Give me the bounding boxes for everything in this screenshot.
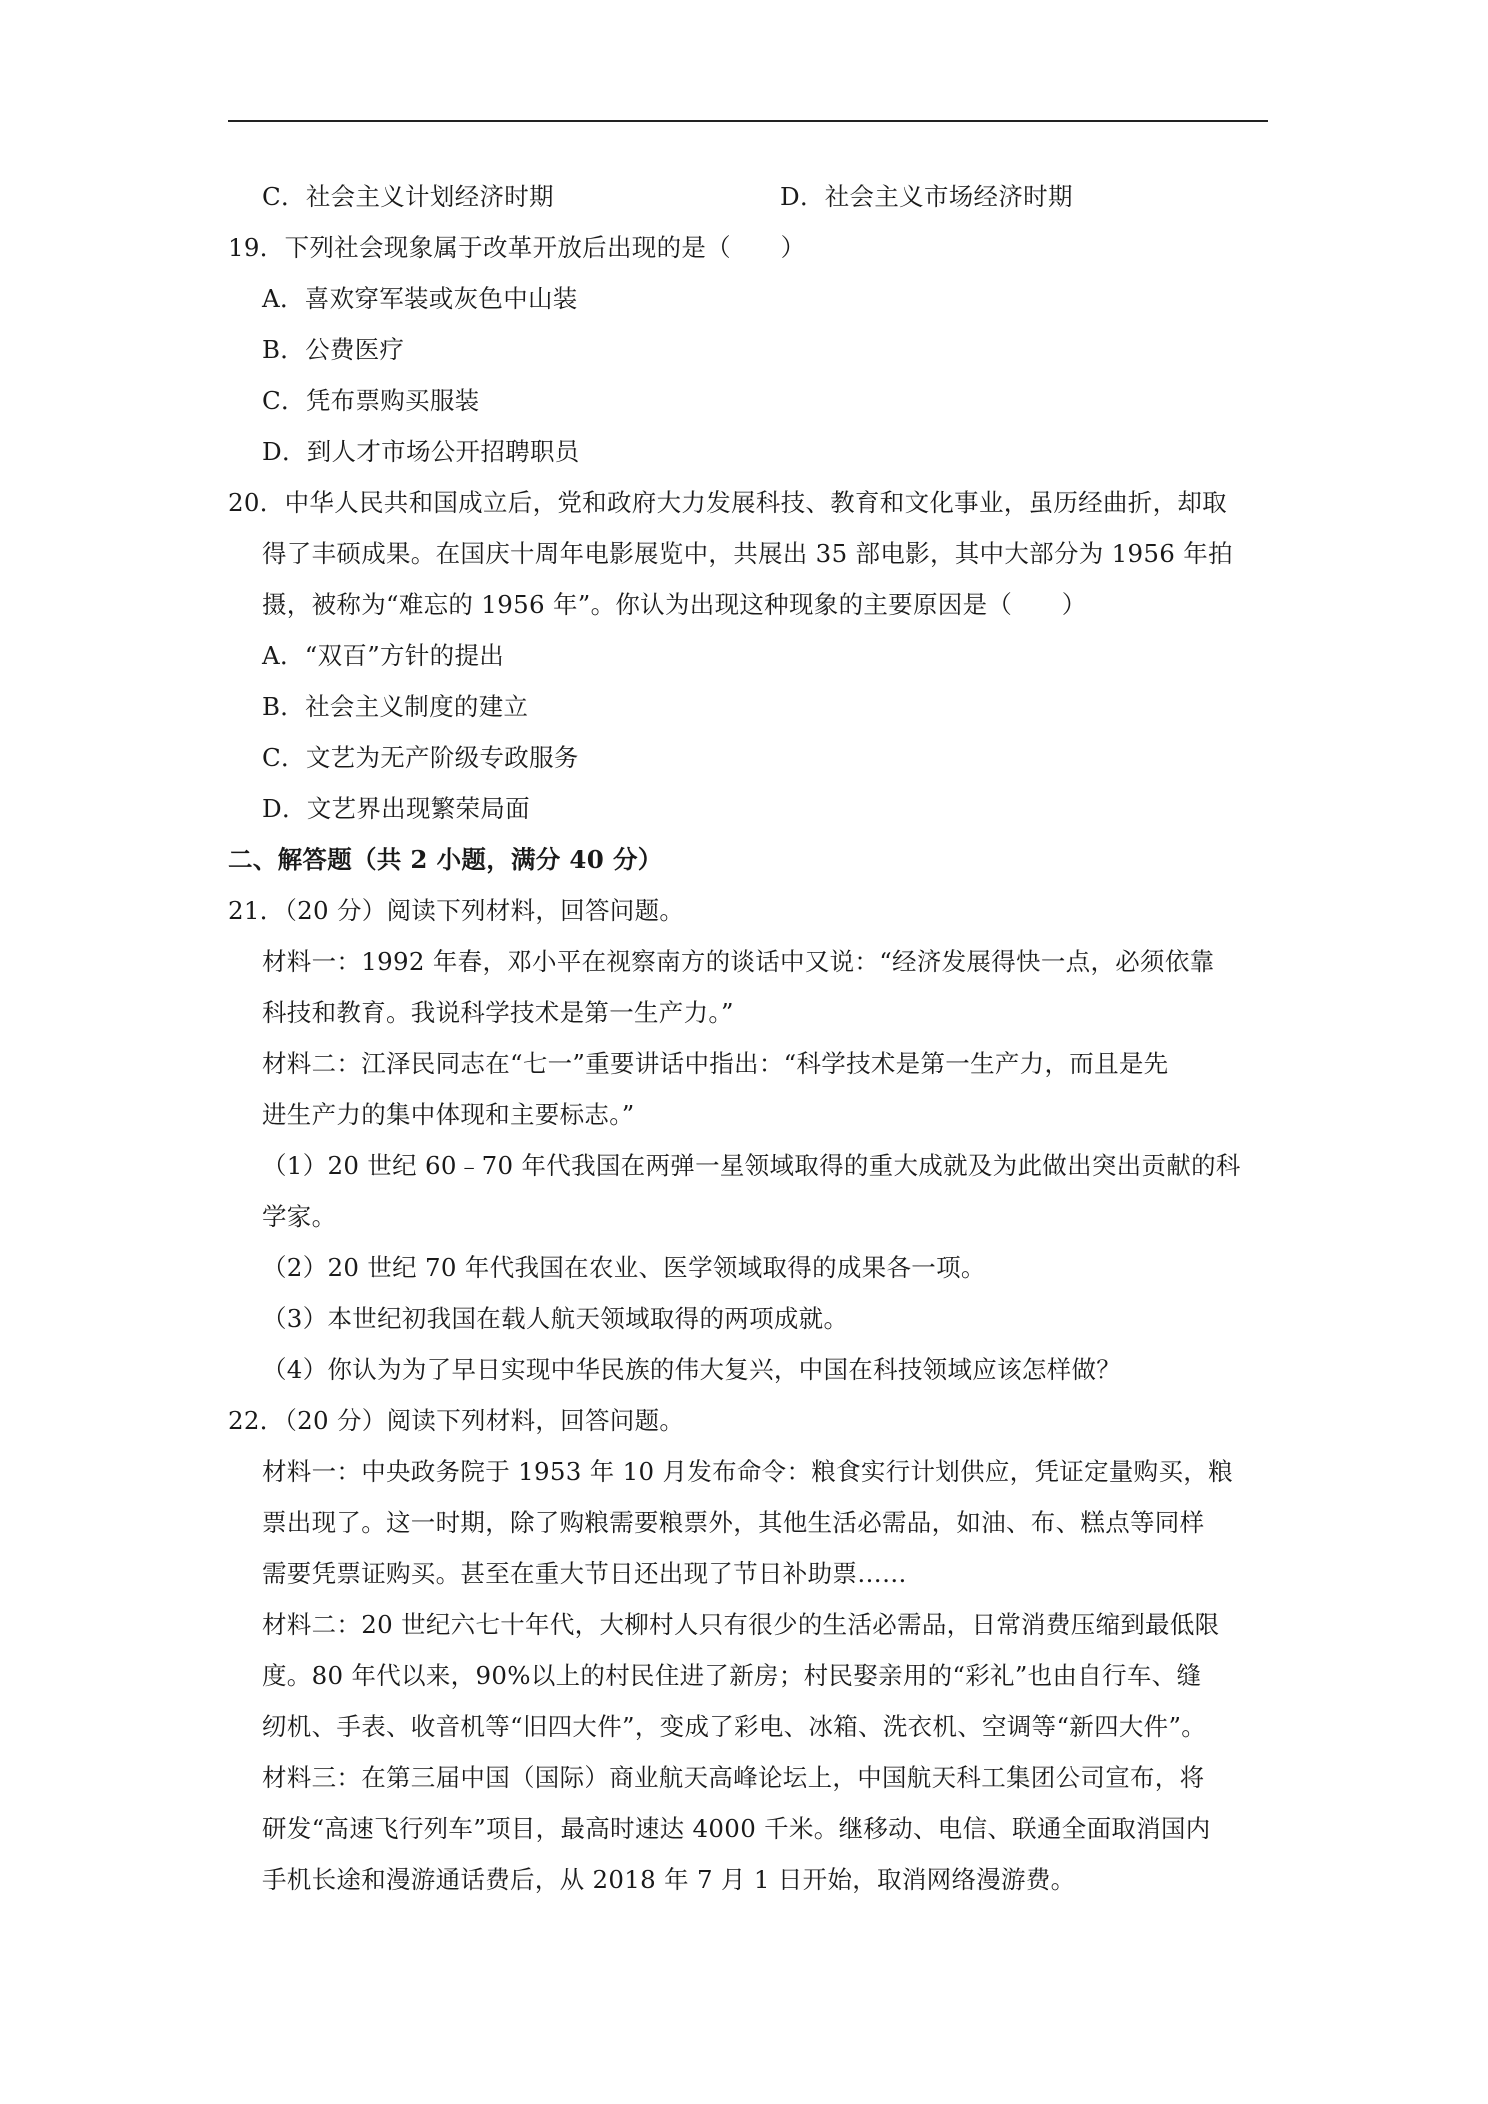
- q21-subquestion: （2）20 世纪 70 年代我国在农业、医学领域取得的成果各一项。: [262, 1253, 986, 1282]
- q19-option-b: B．公费医疗: [262, 335, 405, 364]
- q22-material-line: 需要凭票证购买。甚至在重大节日还出现了节日补助票……: [262, 1559, 907, 1588]
- q20-stem-line: 20．中华人民共和国成立后，党和政府大力发展科技、教育和文化事业，虽历经曲折，却取: [228, 488, 1227, 517]
- q21-material-line: 进生产力的集中体现和主要标志。”: [262, 1100, 635, 1129]
- q22-material-line: 材料三：在第三届中国（国际）商业航天高峰论坛上，中国航天科工集团公司宣布，将: [262, 1763, 1205, 1792]
- q22-material-line: 度。80 年代以来，90%以上的村民住进了新房；村民娶亲用的“彩礼”也由自行车、缝: [262, 1661, 1202, 1690]
- q21-material-line: 科技和教育。我说科学技术是第一生产力。”: [262, 998, 734, 1027]
- q22-material-line: 手机长途和漫游通话费后，从 2018 年 7 月 1 日开始，取消网络漫游费。: [262, 1865, 1076, 1894]
- q20-option-a: A．“双百”方针的提出: [262, 641, 505, 670]
- q22-material-line: 纫机、手表、收音机等“旧四大件”，变成了彩电、冰箱、洗衣机、空调等“新四大件”。: [262, 1712, 1207, 1741]
- q20-option-b: B．社会主义制度的建立: [262, 692, 529, 721]
- q22-material-line: 材料一：中央政务院于 1953 年 10 月发布命令：粮食实行计划供应，凭证定量购买，粮: [262, 1457, 1233, 1486]
- q20-option-c: C．文艺为无产阶级专政服务: [262, 743, 579, 772]
- q19-option-c: C．凭布票购买服装: [262, 386, 480, 415]
- q22-material-line: 研发“高速飞行列车”项目，最高时速达 4000 千米。继移动、电信、联通全面取消国内: [262, 1814, 1211, 1843]
- q21-subquestion: 学家。: [262, 1202, 337, 1231]
- q20-option-d: D．文艺界出现繁荣局面: [262, 794, 530, 823]
- q21-material-line: 材料一：1992 年春，邓小平在视察南方的谈话中又说：“经济发展得快一点，必须依靠: [262, 947, 1215, 976]
- q19-option-d: D．到人才市场公开招聘职员: [262, 437, 580, 466]
- section-heading: 二、解答题（共 2 小题，满分 40 分）: [228, 845, 663, 874]
- q21-subquestion: （3）本世纪初我国在载人航天领域取得的两项成就。: [262, 1304, 849, 1333]
- q22-material-line: 材料二：20 世纪六七十年代，大柳村人只有很少的生活必需品，日常消费压缩到最低限: [262, 1610, 1220, 1639]
- q21-subquestion: （4）你认为为了早日实现中华民族的伟大复兴，中国在科技领域应该怎样做？: [262, 1355, 1122, 1384]
- q21-subquestion: （1）20 世纪 60﹣70 年代我国在两弹一星领域取得的重大成就及为此做出突出贡献的科: [262, 1151, 1241, 1180]
- q19-option-a: A．喜欢穿军装或灰色中山装: [262, 284, 578, 313]
- q21-stem: 21．（20 分）阅读下列材料，回答问题。: [228, 896, 685, 925]
- q20-stem-line: 摄，被称为“难忘的 1956 年”。你认为出现这种现象的主要原因是（ ）: [262, 590, 1087, 619]
- q22-stem: 22．（20 分）阅读下列材料，回答问题。: [228, 1406, 685, 1435]
- q20-stem-line: 得了丰硕成果。在国庆十周年电影展览中，共展出 35 部电影，其中大部分为 1956 年拍: [262, 539, 1233, 568]
- q18-option-c: C．社会主义计划经济时期: [262, 182, 554, 211]
- q19-stem: 19．下列社会现象属于改革开放后出现的是（ ）: [228, 233, 806, 262]
- q21-material-line: 材料二：江泽民同志在“七一”重要讲话中指出：“科学技术是第一生产力，而且是先: [262, 1049, 1169, 1078]
- header-rule: [228, 120, 1268, 122]
- q18-option-d: D．社会主义市场经济时期: [780, 182, 1073, 211]
- q22-material-line: 票出现了。这一时期，除了购粮需要粮票外，其他生活必需品，如油、布、糕点等同样: [262, 1508, 1205, 1537]
